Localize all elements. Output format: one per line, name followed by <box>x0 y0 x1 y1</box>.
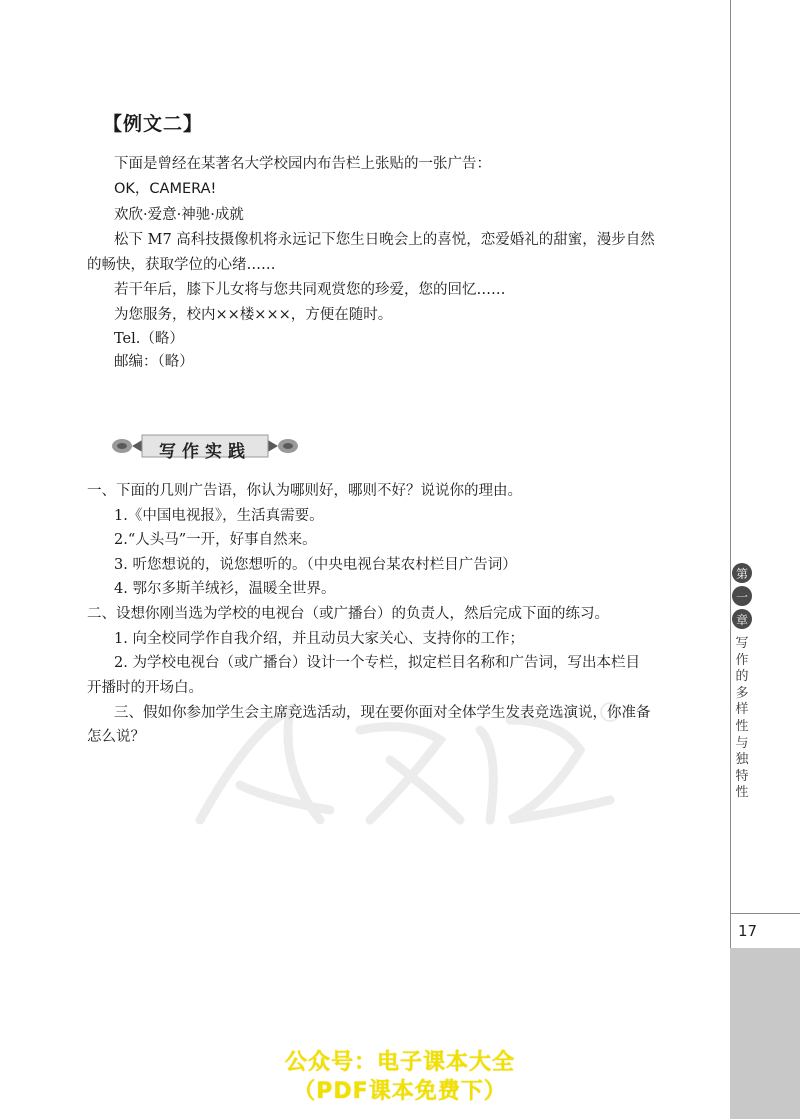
exercise-line: 2. 为学校电视台（或广播台）设计一个专栏，拟定栏目名称和广告词，写出本栏目 <box>114 655 640 671</box>
body-line: 邮编：（略） <box>114 354 194 370</box>
exercise-line: 2.“人头马”一开，好事自然来。 <box>114 532 317 548</box>
exercise-line: 一、下面的几则广告语，你认为哪则好，哪则不好？说说你的理由。 <box>87 483 522 499</box>
example-heading: 【例文二】 <box>103 113 204 135</box>
body-line: OK，CAMERA! <box>114 181 217 197</box>
chapter-char: 章 <box>732 609 752 629</box>
exercise-line: 3. 听您想说的，说您想听的。（中央电视台某农村栏目广告词） <box>114 557 517 573</box>
exercise-line: 1.《中国电视报》，生活真需要。 <box>114 508 324 524</box>
page-number-rule <box>731 913 800 914</box>
exercise-line: 怎么说？ <box>87 729 145 745</box>
chapter-title: 写作的多样性与独特性 <box>735 636 749 801</box>
exercise-line: 二、设想你刚当选为学校的电视台（或广播台）的负责人，然后完成下面的练习。 <box>87 606 609 622</box>
exercise-line: 4. 鄂尔多斯羊绒衫，温暖全世界。 <box>114 581 336 597</box>
exercise-line: 开播时的开场白。 <box>87 680 203 696</box>
exercise-line: 1. 向全校同学作自我介绍，并且动员大家关心、支持你的工作； <box>114 631 524 647</box>
body-line: 若干年后，膝下儿女将与您共同观赏您的珍爱，您的回忆…… <box>114 282 506 298</box>
chapter-char: 第 <box>732 563 752 583</box>
section-banner-title: 写作实践 <box>159 442 251 462</box>
body-line: 欢欣·爱意·神驰·成就 <box>114 207 244 223</box>
body-line: Tel.（略） <box>114 331 184 347</box>
body-line: 的畅快，获取学位的心绪…… <box>87 257 276 273</box>
margin-rule <box>730 0 731 948</box>
body-line: 松下 M7 高科技摄像机将永远记下您生日晚会上的喜悦，恋爱婚礼的甜蜜，漫步自然 <box>114 232 655 248</box>
page-number: 17 <box>738 922 758 940</box>
body-line: 下面是曾经在某著名大学校园内布告栏上张贴的一张广告： <box>114 156 491 172</box>
exercise-line: 三、假如你参加学生会主席竞选活动，现在要你面对全体学生发表竞选演说，你准备 <box>114 705 651 721</box>
footer-line-2: （PDF课本免费下） <box>293 1079 507 1104</box>
chapter-char: 一 <box>732 586 752 606</box>
body-line: 为您服务，校内××楼×××，方便在随时。 <box>114 307 393 323</box>
footer-line-1: 公众号：电子课本大全 <box>284 1050 515 1075</box>
